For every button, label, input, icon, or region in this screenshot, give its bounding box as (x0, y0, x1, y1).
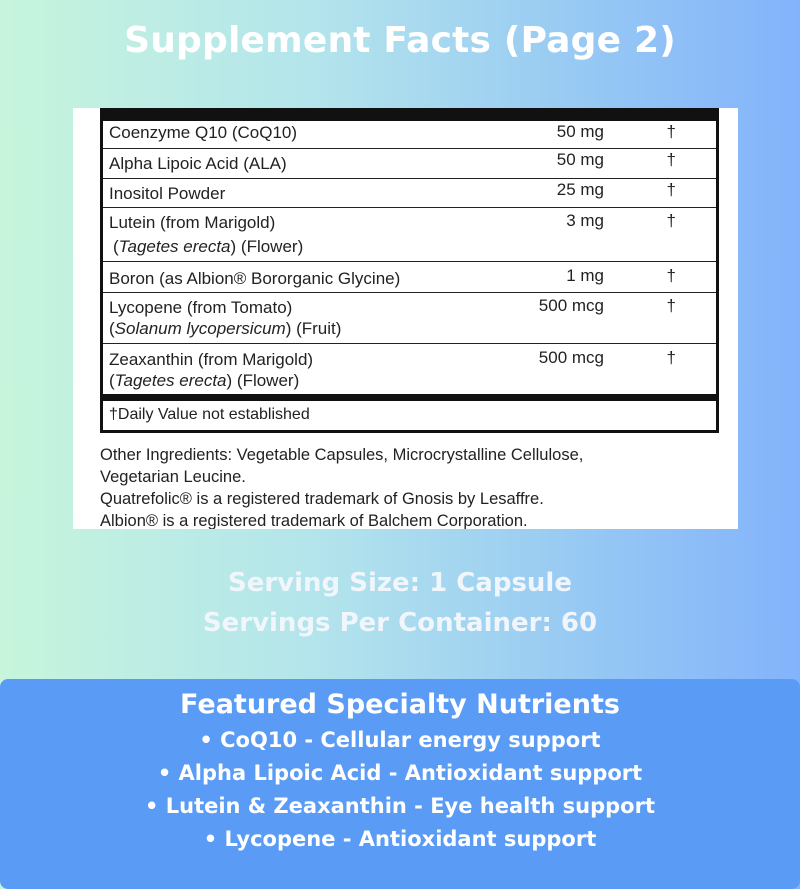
dv-dagger: † (666, 211, 676, 230)
other-ingredients-line: Other Ingredients: Vegetable Capsules, Microcrystalline Cellulose, (100, 446, 584, 464)
ingredient-name: Inositol Powder (109, 184, 226, 203)
ingredient-name: Lycopene (from Tomato) (109, 298, 293, 317)
serving-size: Serving Size: 1 Capsule (228, 568, 572, 598)
servings-per-container: Servings Per Container: 60 (202, 608, 598, 638)
table-row (103, 344, 716, 394)
ingredient-source: (Tagetes erecta) (Flower) (113, 237, 304, 256)
other-ingredients (100, 444, 730, 529)
featured-nutrients-panel (0, 679, 800, 889)
dv-dagger: † (666, 180, 676, 199)
supplement-label (73, 108, 738, 529)
ingredient-name: Lutein (from Marigold) (109, 213, 276, 232)
dv-dagger: † (666, 150, 676, 169)
plant-part: (Flower) (240, 237, 304, 256)
latin-name: Tagetes erecta (114, 371, 227, 390)
table-row (103, 293, 716, 344)
plant-part: (Fruit) (296, 319, 342, 338)
list-item: • Alpha Lipoic Acid - Antioxidant support (157, 761, 643, 785)
ingredient-amount: 3 mg (566, 211, 604, 230)
dv-dagger: † (666, 266, 676, 285)
ingredient-amount: 25 mg (556, 180, 604, 199)
latin-name: Solanum lycopersicum (114, 319, 286, 338)
ingredient-amount: 50 mg (556, 150, 604, 169)
ingredient-amount: 500 mcg (538, 296, 604, 315)
table-row (103, 208, 716, 262)
ingredient-name: Boron (as Albion® Bororganic Glycine) (109, 269, 401, 288)
table-row (103, 262, 716, 293)
facts-top-bar (103, 108, 716, 121)
daily-value-footnote: †Daily Value not established (109, 406, 310, 423)
ingredient-name: Alpha Lipoic Acid (ALA) (109, 154, 287, 173)
dv-dagger: † (666, 296, 676, 315)
list-item: • CoQ10 - Cellular energy support (199, 728, 601, 752)
ingredient-name: Zeaxanthin (from Marigold) (109, 350, 314, 369)
table-row (103, 179, 716, 208)
plant-part: (Flower) (236, 371, 300, 390)
page-title: Supplement Facts (Page 2) (124, 20, 676, 61)
trademark-note: Quatrefolic® is a registered trademark of Gnosis by Lesaffre. (100, 490, 544, 508)
list-item: • Lutein & Zeaxanthin - Eye health support (145, 794, 655, 818)
dv-dagger: † (666, 348, 676, 367)
ingredient-amount: 500 mcg (538, 348, 604, 367)
ingredient-amount: 50 mg (556, 122, 604, 141)
other-ingredients-line: Vegetarian Leucine. (100, 468, 246, 486)
table-row (103, 121, 716, 149)
supplement-facts-table (100, 108, 719, 433)
ingredient-source: (Solanum lycopersicum) (Fruit) (109, 319, 342, 338)
latin-name: Tagetes erecta (118, 237, 231, 256)
ingredient-name: Coenzyme Q10 (CoQ10) (109, 123, 298, 142)
dv-dagger: † (666, 122, 676, 141)
facts-divider-bar (103, 394, 716, 401)
featured-title: Featured Specialty Nutrients (180, 689, 620, 720)
table-row (103, 149, 716, 179)
ingredient-amount: 1 mg (566, 266, 604, 285)
ingredient-source: (Tagetes erecta) (Flower) (109, 371, 300, 390)
list-item: • Lycopene - Antioxidant support (203, 827, 597, 851)
trademark-note: Albion® is a registered trademark of Balchem Corporation. (100, 512, 528, 529)
